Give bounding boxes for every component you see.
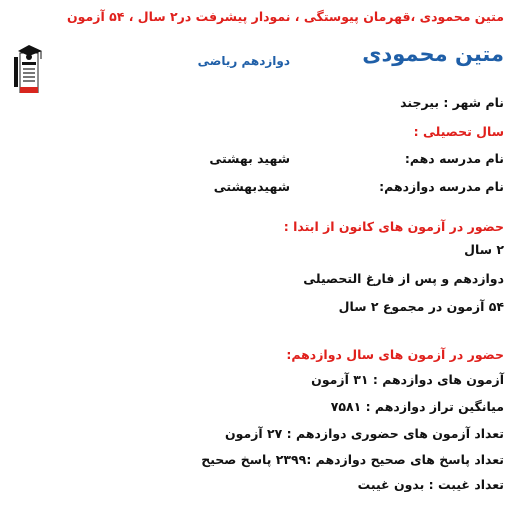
academic-year-heading: سال تحصیلی : [413,124,504,139]
city: نام شهر : بیرجند [400,95,504,110]
student-name: متین محمودی [362,42,504,66]
student-grade: دوازدهم ریاضی [197,54,290,68]
grade12-exams: آزمون های دوازدهم : ۳۱ آزمون [311,372,504,387]
grade12-heading: حضور در آزمون های سال دوازدهم: [286,347,504,362]
grade12-in-person: تعداد آزمون های حضوری دوازدهم : ۲۷ آزمون [224,426,504,441]
attendance-grades: دوازدهم و پس از فارغ التحصیلی [303,271,504,286]
attendance-total: ۵۴ آزمون در مجموع ۲ سال [338,299,504,314]
school-12-label: نام مدرسه دوازدهم: [379,179,504,194]
school-10-label: نام مدرسه دهم: [404,151,504,166]
grade12-correct: تعداد پاسخ های صحیح دوازدهم :۲۳۹۹ پاسخ صحیح [201,452,504,467]
attendance-years: ۲ سال [464,242,504,257]
page-headline: متین محمودی ،قهرمان پیوستگی ، نمودار پیشرفت در۲ سال ، ۵۴ آزمون [67,9,504,24]
school-10-value: شهید بهشتی [209,151,290,166]
attendance-heading: حضور در آزمون های کانون از ابتدا : [283,219,504,234]
grade12-absence: تعداد غیبت : بدون غیبت [357,477,504,492]
grade12-avg-score: میانگین تراز دوازدهم : ۷۵۸۱ [330,399,504,414]
school-12-value: شهیدبهشتی [213,179,290,194]
graduate-logo-icon [12,43,44,93]
